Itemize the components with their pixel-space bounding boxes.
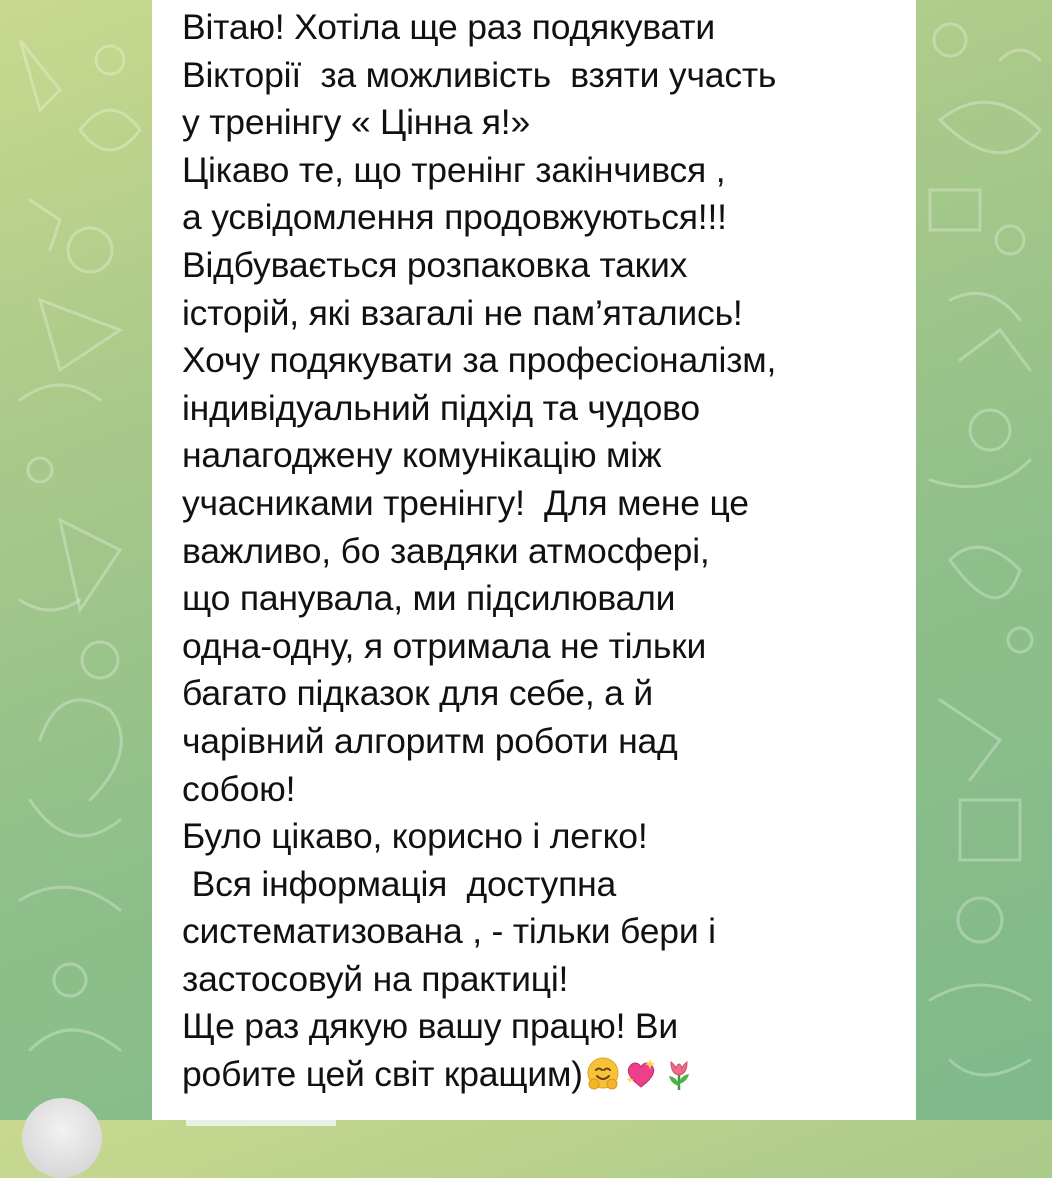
message-line: індивідуальний підхід та чудово: [182, 387, 700, 428]
hugging-face-emoji-icon: [585, 1056, 621, 1092]
message-line: Цікаво те, що тренінг закінчився ,: [182, 149, 726, 190]
tulip-emoji-icon: [661, 1056, 697, 1092]
message-line: Вітаю! Хотіла ще раз подякувати: [182, 7, 715, 47]
message-line: у тренінгу « Цінна я!»: [182, 102, 531, 143]
message-line: Вікторії за можливість взяти участь: [182, 54, 777, 95]
message-text: [182, 4, 892, 1099]
message-line: що панувала, ми підсилювали: [182, 578, 676, 619]
avatar[interactable]: [22, 1098, 102, 1178]
message-line: Хочу подякувати за професіоналізм,: [182, 340, 777, 381]
message-line: Вся інформація доступна: [182, 863, 617, 904]
message-bubble[interactable]: [152, 0, 916, 1120]
message-line: учасниками тренінгу! Для мене це: [182, 482, 749, 523]
message-line: а усвідомлення продовжуються!!!: [182, 197, 727, 238]
message-line: важливо, бо завдяки атмосфері,: [182, 530, 710, 571]
message-line: чарівний алгоритм роботи над: [182, 720, 678, 761]
message-line: багато підказок для себе, а й: [182, 673, 654, 714]
message-line: Відбувається розпаковка таких: [182, 244, 688, 285]
message-last-line: [182, 1051, 892, 1099]
message-line: налагоджену комунікацію між: [182, 435, 662, 476]
message-line: одна-одну, я отримала не тільки: [182, 625, 707, 666]
message-line: історій, які взагалі не пам’ятались!: [182, 292, 743, 333]
message-line: систематизована , - тільки бери і: [182, 911, 716, 952]
sparkling-heart-emoji-icon: [623, 1056, 659, 1092]
message-line: Ще раз дякую вашу працю! Ви: [182, 1006, 679, 1047]
message-line: робите цей світ кращим): [182, 1054, 583, 1095]
message-line: Було цікаво, корисно і легко!: [182, 816, 648, 857]
message-line: застосовуй на практиці!: [182, 958, 569, 999]
message-line: собою!: [182, 768, 296, 809]
